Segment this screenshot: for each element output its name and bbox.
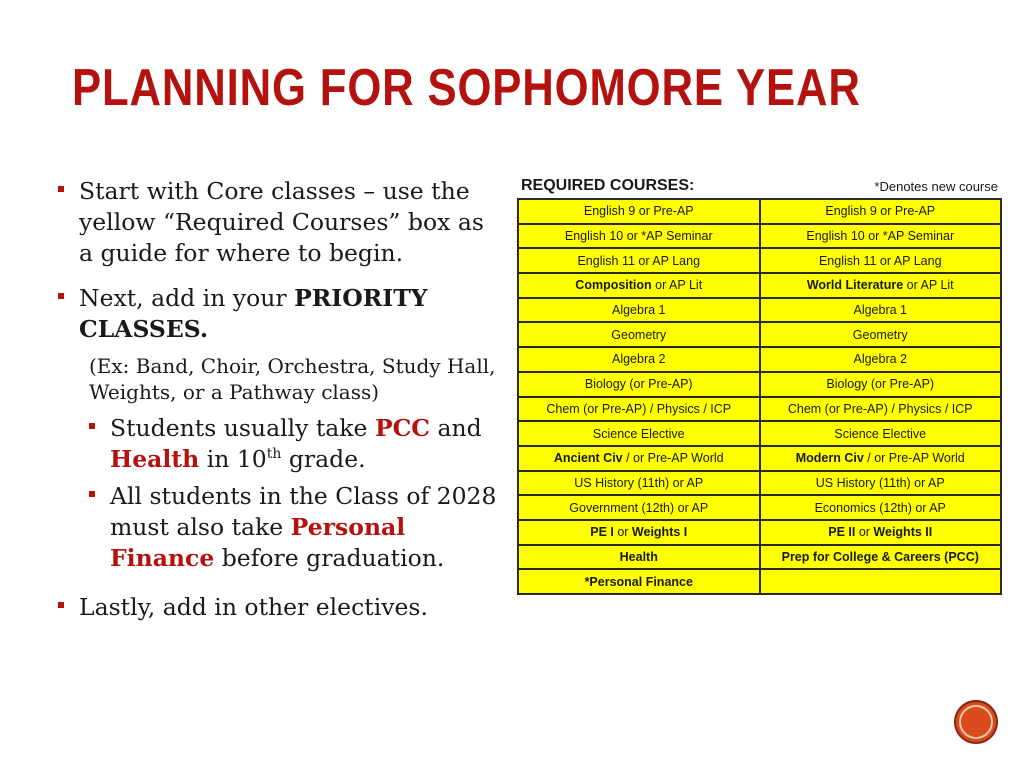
table-row [518,545,1001,570]
personal-finance-highlight: Personal Finance [110,513,406,572]
pcc-highlight: PCC [374,414,431,442]
bullet-marker-icon [58,293,64,299]
bullet-priority-classes: Next, add in your PRIORITY CLASSES. [58,283,498,345]
course-cell-left: Science Elective [518,421,760,446]
table-row [518,298,1001,323]
course-cell-left: Algebra 2 [518,347,760,372]
course-cell-left: English 10 or *AP Seminar [518,224,760,249]
course-cell-right: Economics (12th) or AP [760,495,1002,520]
table-row [518,397,1001,422]
bullet-text: Lastly, add in other electives. [79,593,428,621]
table-row [518,372,1001,397]
bullet-text: Start with Core classes – use the yellow “Required Courses” box as a guide for where to begin. [79,177,484,267]
bullet-other-electives [58,592,498,623]
presentation-logo-icon [954,700,998,744]
course-cell-left: Composition or AP Lit [518,273,760,298]
course-cell-right: English 11 or AP Lang [760,248,1002,273]
course-cell-left: Biology (or Pre-AP) [518,372,760,397]
course-cell-right: Science Elective [760,421,1002,446]
bullet-list [58,176,498,623]
course-cell-right: Geometry [760,322,1002,347]
course-cell-right: World Literature or AP Lit [760,273,1002,298]
course-cell-right [760,569,1002,594]
table-row [518,347,1001,372]
table-row [518,224,1001,249]
course-cell-left: Government (12th) or AP [518,495,760,520]
course-cell-right: Algebra 2 [760,347,1002,372]
required-courses-table [517,198,1002,595]
course-cell-left: Geometry [518,322,760,347]
priority-example: (Ex: Band, Choir, Orchestra, Study Hall, Weights, or a Pathway class) [89,354,496,404]
bullet-marker-icon [89,423,95,429]
table-row [518,495,1001,520]
course-cell-right: Prep for College & Careers (PCC) [760,545,1002,570]
course-cell-left: Health [518,545,760,570]
course-cell-right: Algebra 1 [760,298,1002,323]
course-cell-right: US History (11th) or AP [760,471,1002,496]
table-row [518,471,1001,496]
course-cell-right: English 10 or *AP Seminar [760,224,1002,249]
course-cell-left: Algebra 1 [518,298,760,323]
course-cell-left: *Personal Finance [518,569,760,594]
bullet-core-classes [58,176,498,269]
course-cell-left: Ancient Civ / or Pre-AP World [518,446,760,471]
table-row [518,569,1001,594]
course-cell-left: Chem (or Pre-AP) / Physics / ICP [518,397,760,422]
table-row [518,322,1001,347]
slide-title: PLANNING FOR SOPHOMORE YEAR [72,59,861,117]
bullet-marker-icon [89,491,95,497]
subbullet-pcc-health: Students usually take PCC and Health in 10th grade. [58,413,498,475]
bullet-marker-icon [58,186,64,192]
table-row [518,199,1001,224]
course-cell-right: English 9 or Pre-AP [760,199,1002,224]
priority-classes-emphasis: PRIORITY CLASSES. [79,284,428,343]
course-cell-right: Biology (or Pre-AP) [760,372,1002,397]
table-row [518,446,1001,471]
table-row [518,248,1001,273]
course-cell-right: Modern Civ / or Pre-AP World [760,446,1002,471]
course-cell-left: English 9 or Pre-AP [518,199,760,224]
course-cell-left: PE I or Weights I [518,520,760,545]
table-row [518,273,1001,298]
subbullet-personal-finance: All students in the Class of 2028 must also take Personal Finance before graduation. [58,481,498,574]
health-highlight: Health [110,445,200,473]
required-courses-title: REQUIRED COURSES: [521,177,695,194]
table-row [518,421,1001,446]
course-cell-right: Chem (or Pre-AP) / Physics / ICP [760,397,1002,422]
new-course-note: *Denotes new course [874,179,998,194]
course-cell-left: US History (11th) or AP [518,471,760,496]
course-cell-left: English 11 or AP Lang [518,248,760,273]
bullet-marker-icon [58,602,64,608]
course-cell-right: PE II or Weights II [760,520,1002,545]
table-row [518,520,1001,545]
